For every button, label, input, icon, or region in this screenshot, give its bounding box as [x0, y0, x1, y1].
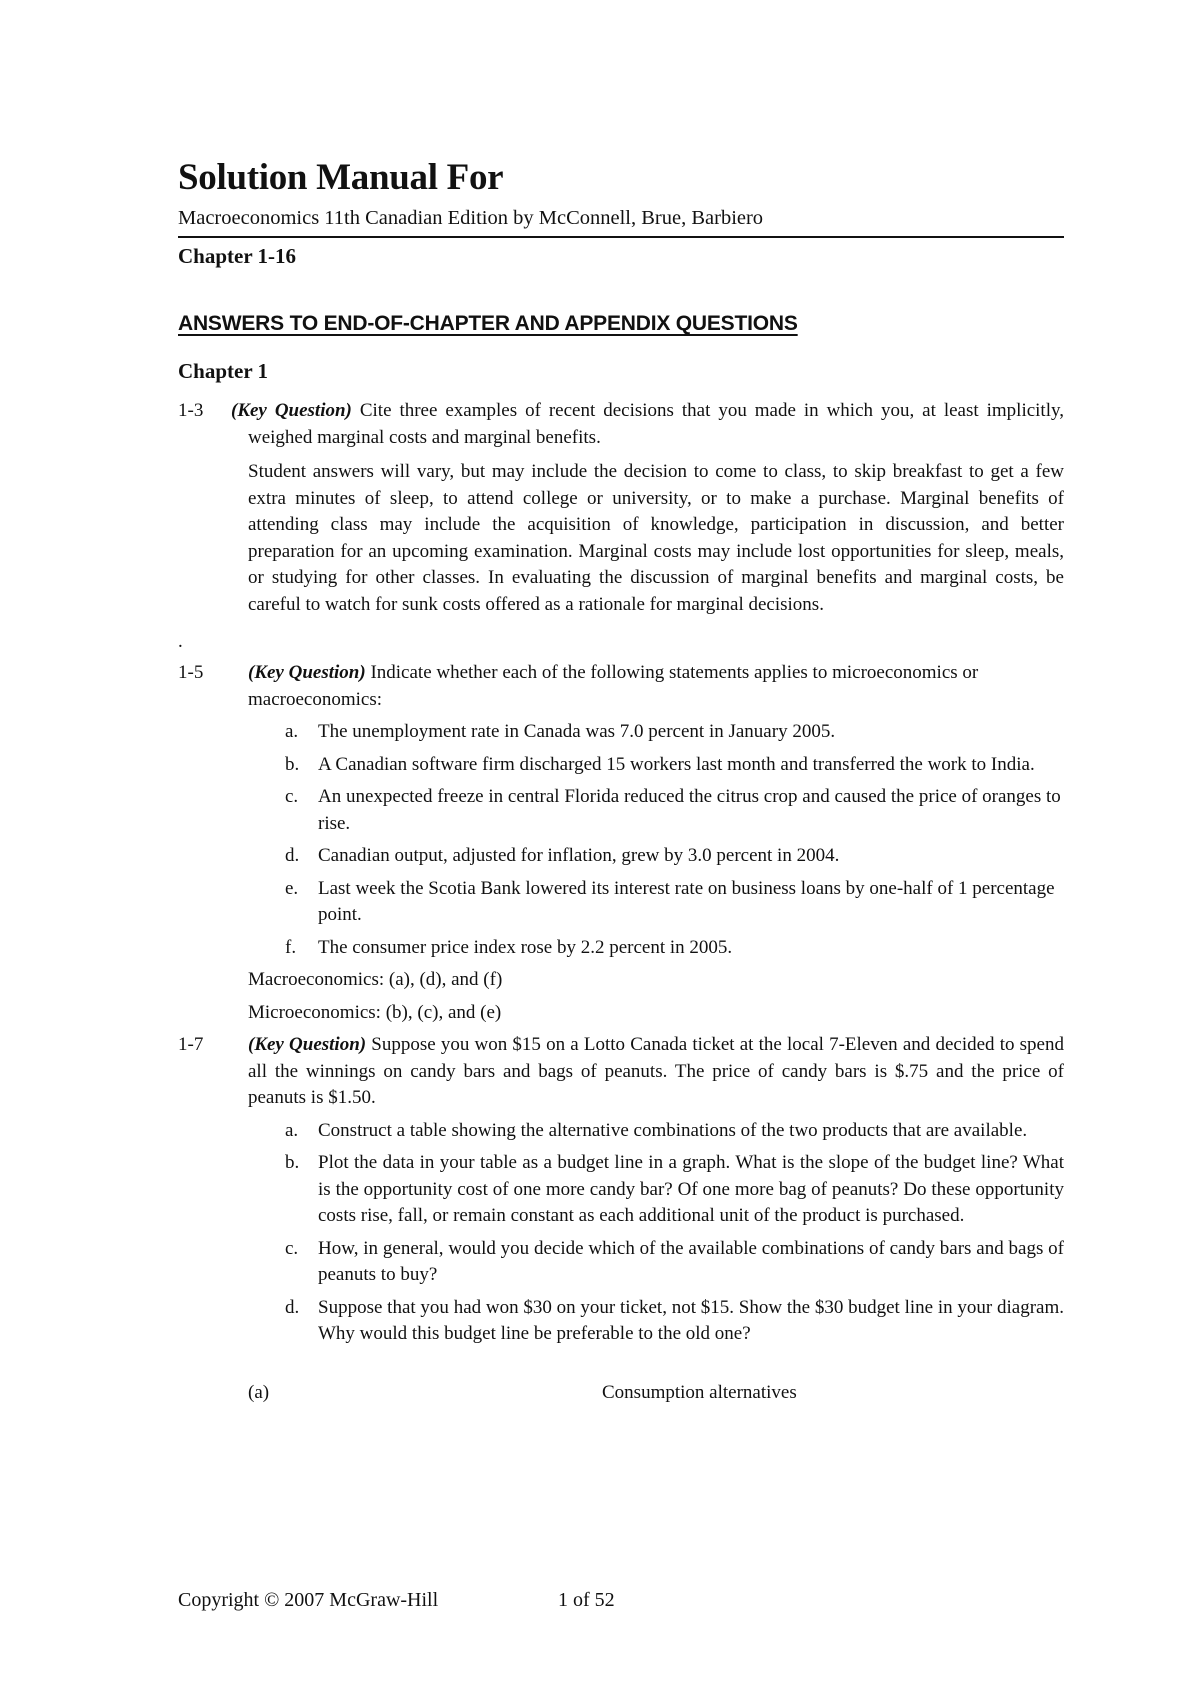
- item-text: An unexpected freeze in central Florida reduced the citrus crop and caused the price of oranges to rise.: [318, 786, 1061, 834]
- section-heading: ANSWERS TO END-OF-CHAPTER AND APPENDIX QUESTIONS: [178, 312, 798, 335]
- item-text: Construct a table showing the alternative combinations of the two products that are available.: [318, 1119, 1028, 1141]
- list-item: [285, 1118, 1064, 1145]
- item-text: Canadian output, adjusted for inflation, grew by 3.0 percent in 2004.: [318, 845, 840, 866]
- page-content: [178, 156, 1064, 1408]
- question-1-7: [178, 1032, 1064, 1348]
- item-letter: c.: [285, 1237, 299, 1259]
- question-body: Indicate whether each of the following statements applies to microeconomics or macroeconomics:: [248, 662, 979, 710]
- item-letter: f.: [285, 936, 297, 958]
- item-letter: b.: [285, 1152, 300, 1173]
- list-item: [285, 1150, 1064, 1230]
- item-text: The unemployment rate in Canada was 7.0 percent in January 2005.: [318, 721, 836, 742]
- table-intro: [178, 1380, 1064, 1408]
- question-1-3: [178, 398, 1064, 618]
- question-number: 1-5: [178, 662, 204, 683]
- table-caption: Consumption alternatives: [602, 1381, 797, 1403]
- item-letter: a.: [285, 721, 299, 742]
- list-item: [285, 1236, 1064, 1289]
- item-letter: a.: [285, 1119, 299, 1141]
- item-text: The consumer price index rose by 2.2 percent in 2005.: [318, 936, 733, 958]
- task-list: [285, 1118, 1064, 1348]
- answer-micro: Microeconomics: (b), (c), and (e): [248, 1001, 502, 1023]
- question-1-5: [178, 660, 1064, 1026]
- document-title: Solution Manual For: [178, 157, 504, 198]
- item-letter: c.: [285, 786, 299, 807]
- key-question-tag: (Key Question): [248, 1034, 367, 1055]
- question-body: Cite three examples of recent decisions that you made in which you, at least implicitly, weighed marginal costs and marginal benefits.: [248, 400, 1065, 448]
- part-label: (a): [248, 1381, 270, 1403]
- list-item: [285, 876, 1064, 929]
- question-body: Suppose you won $15 on a Lotto Canada ticket at the local 7-Eleven and decided to spend all the winnings on candy bars and bags of peanuts. The price of candy bars is $.75 and the price of peanuts is $1.50.: [248, 1034, 1064, 1108]
- question-number: 1-3: [178, 400, 204, 421]
- answer-text: Student answers will vary, but may include the decision to come to class, to skip breakfast to get a few extra minutes of sleep, to attend college or university, or to make a purchase. Marginal benefits of attending class may include the acquisition of knowledge, participation in discussion, and better preparation for an upcoming examination. Marginal costs may include lost opportunities for sleep, meals, or studying for other classes. In evaluating the discussion of marginal benefits and marginal costs, be careful to watch for sunk costs offered as a rationale for marginal decisions.: [248, 461, 1064, 615]
- chapter-range: Chapter 1-16: [178, 244, 297, 268]
- list-item: [285, 784, 1064, 837]
- list-item: [285, 935, 1064, 962]
- statement-list: [285, 719, 1064, 961]
- list-item: [285, 752, 1064, 779]
- question-text: [248, 660, 1064, 713]
- key-question-tag: (Key Question): [248, 662, 366, 683]
- item-text: How, in general, would you decide which of the available combinations of candy bars and bags of peanuts to buy?: [318, 1237, 1064, 1285]
- question-number: 1-7: [178, 1034, 204, 1055]
- question-text: [231, 398, 1065, 451]
- chapter-heading: Chapter 1: [178, 359, 269, 383]
- item-text: Suppose that you had won $30 on your ticket, not $15. Show the $30 budget line in your diagram. Why would this budget line be preferable to the old one?: [318, 1296, 1064, 1344]
- list-item: [285, 719, 1064, 746]
- page-number: 1 of 52: [558, 1589, 615, 1611]
- page-footer: [178, 1586, 615, 1614]
- copyright-text: Copyright © 2007 McGraw-Hill: [178, 1589, 439, 1611]
- item-letter: d.: [285, 1296, 300, 1318]
- item-letter: b.: [285, 753, 300, 775]
- item-letter: d.: [285, 845, 300, 866]
- item-text: A Canadian software firm discharged 15 workers last month and transferred the work to India.: [318, 753, 1035, 775]
- item-text: Plot the data in your table as a budget line in a graph. What is the slope of the budget line? What is the opportunity cost of one more candy bar? Of one more bag of peanuts? Do these opportunity costs rise, fall, or remain constant as each additional unit of the product is purchased.: [318, 1152, 1064, 1226]
- question-text: [248, 1032, 1064, 1112]
- item-letter: e.: [285, 877, 299, 899]
- item-text: Last week the Scotia Bank lowered its interest rate on business loans by one-half of 1 percentage point.: [318, 877, 1055, 925]
- header-rule: [178, 236, 1064, 238]
- book-subtitle: Macroeconomics 11th Canadian Edition by McConnell, Brue, Barbiero: [178, 207, 764, 229]
- list-item: [285, 843, 1064, 870]
- answer-macro: Macroeconomics: (a), (d), and (f): [248, 969, 503, 990]
- key-question-tag: (Key Question): [231, 400, 352, 421]
- stray-mark: .: [178, 631, 183, 652]
- list-item: [285, 1295, 1064, 1348]
